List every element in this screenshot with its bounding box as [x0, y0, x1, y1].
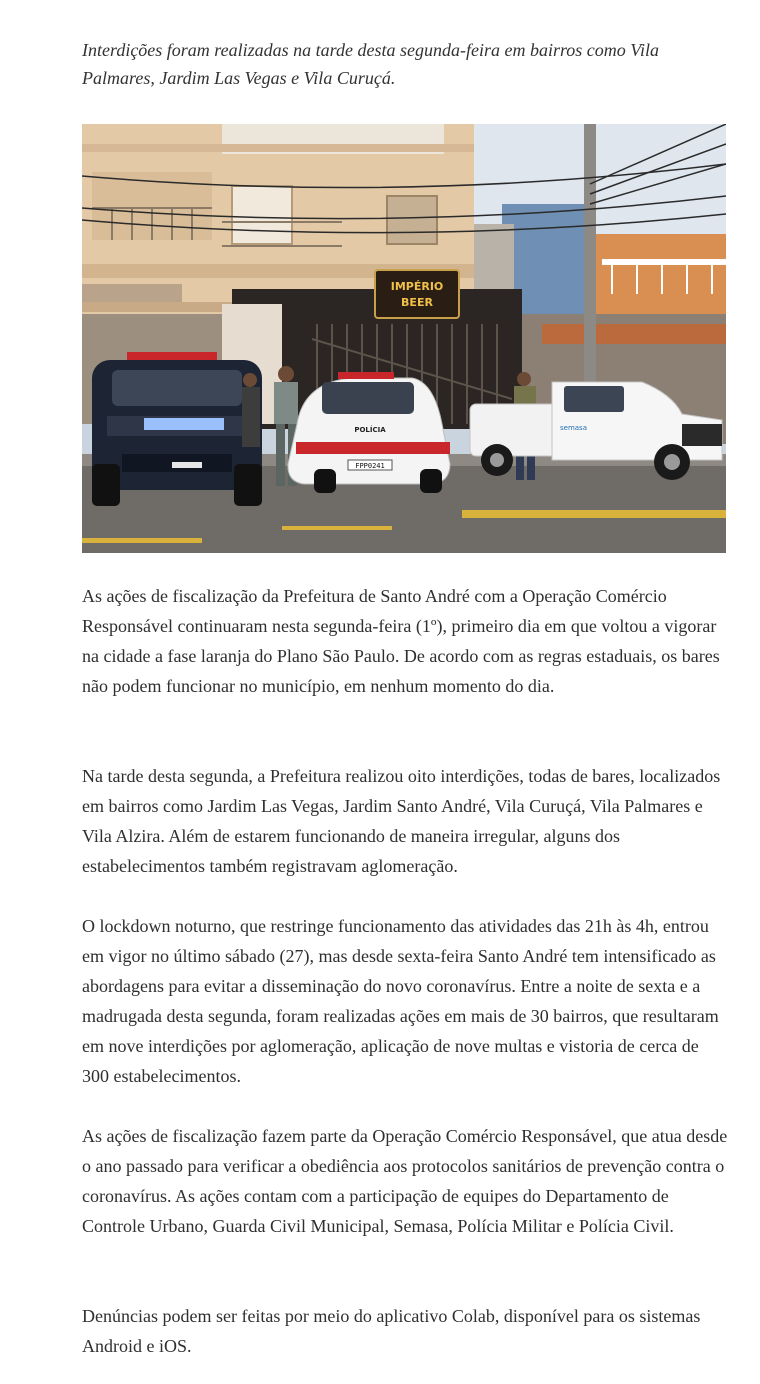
paragraph-4: As ações de fiscalização fazem parte da Operação Comércio Responsável, que atua desde o ano passado para verificar a obediência aos protocolos sanitários de prevenção contra o coronavírus. As ações contam com a participação de equipes do Departamento de Controle Urbano, Guarda Civil Municipal, Semasa, Polícia Militar e Polícia Civil. [82, 1126, 728, 1236]
bar-sign [375, 270, 459, 318]
article-lead-caption: Interdições foram realizadas na tarde desta segunda-feira em bairros como Vila Palmares, Jardim Las Vegas e Vila Curuçá. [82, 40, 659, 88]
police-plate: FPP0241 [355, 462, 385, 470]
photo-illustration [82, 124, 726, 553]
semasa-label: semasa [560, 424, 587, 432]
bar-sign-line2: BEER [401, 296, 433, 309]
paragraph-2: Na tarde desta segunda, a Prefeitura realizou oito interdições, todas de bares, localizados em bairros como Jardim Las Vegas, Jardim Santo André, Vila Curuçá, Vila Palmares e Vila Alzira. Além de estarem funcionando de maneira irregular, alguns dos estabelecimentos também registravam aglomeração. [82, 766, 721, 876]
utility-pole [584, 124, 596, 384]
paragraph-1: As ações de fiscalização da Prefeitura de Santo André com a Operação Comércio Responsável continuaram nesta segunda-feira (1º), primeiro dia em que voltou a vigorar na cidade a fase laranja do Plano São Paulo. De acordo com as regras estaduais, os bares não podem funcionar no município, em nenhum momento do dia. [82, 586, 720, 696]
bar-sign-line1: IMPÉRIO [390, 280, 444, 293]
paragraph-5: Denúncias podem ser feitas por meio do aplicativo Colab, disponível para os sistemas Android e iOS. [82, 1306, 701, 1356]
police-label: POLÍCIA [354, 426, 386, 434]
paragraph-3: O lockdown noturno, que restringe funcionamento das atividades das 21h às 4h, entrou em vigor no último sábado (27), mas desde sexta-feira Santo André tem intensificado as abordagens para evitar a disseminação do novo coronavírus. Entre a noite de sexta e a madrugada desta segunda, foram realizadas ações em mais de 30 bairros, que resultaram em nove interdições por aglomeração, aplicação de nove multas e vistoria de cerca de 300 estabelecimentos. [82, 916, 719, 1086]
article-photo[interactable] [82, 124, 726, 553]
police-suv [92, 352, 262, 506]
